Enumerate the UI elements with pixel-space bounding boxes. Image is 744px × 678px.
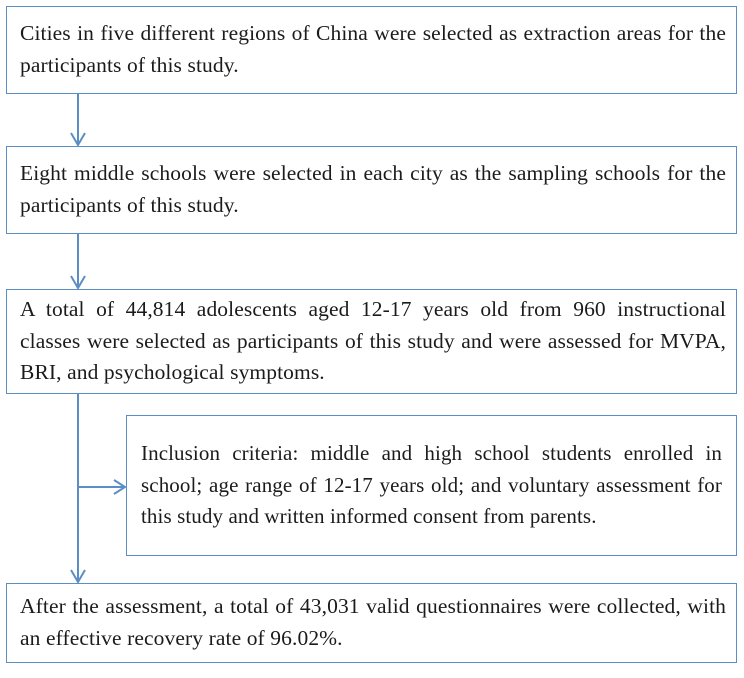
flow-node-regions-text: Cities in five different regions of China were selected as extraction areas for the participants of this study. [20, 21, 726, 77]
flow-node-inclusion-criteria [126, 415, 737, 556]
connector-participants-to-inclusion [78, 480, 125, 494]
flow-node-inclusion-criteria-text: Inclusion criteria: middle and high school students enrolled in school; age range of 12-17 years old; and voluntary assessment for this study and written informed consent from parents. [141, 440, 722, 529]
connector-regions-to-schools [71, 94, 85, 145]
flow-node-final-sample [6, 583, 737, 663]
flow-node-participants-text: A total of 44,814 adolescents aged 12-17 years old from 960 instructional classes were selected as participants of this study and were assessed for MVPA, BRI, and psychological symptoms. [20, 297, 726, 385]
flow-node-participants [6, 289, 737, 394]
flow-node-schools [6, 146, 737, 234]
flow-node-schools-text: Eight middle schools were selected in each city as the sampling schools for the participants of this study. [20, 161, 726, 217]
connector-schools-to-participants [71, 234, 85, 288]
flow-node-regions [6, 6, 737, 94]
flow-node-final-sample-text: After the assessment, a total of 43,031 valid questionnaires were collected, with an effective recovery rate of 96.02%. [20, 594, 726, 650]
connector-participants-to-final [71, 394, 85, 582]
